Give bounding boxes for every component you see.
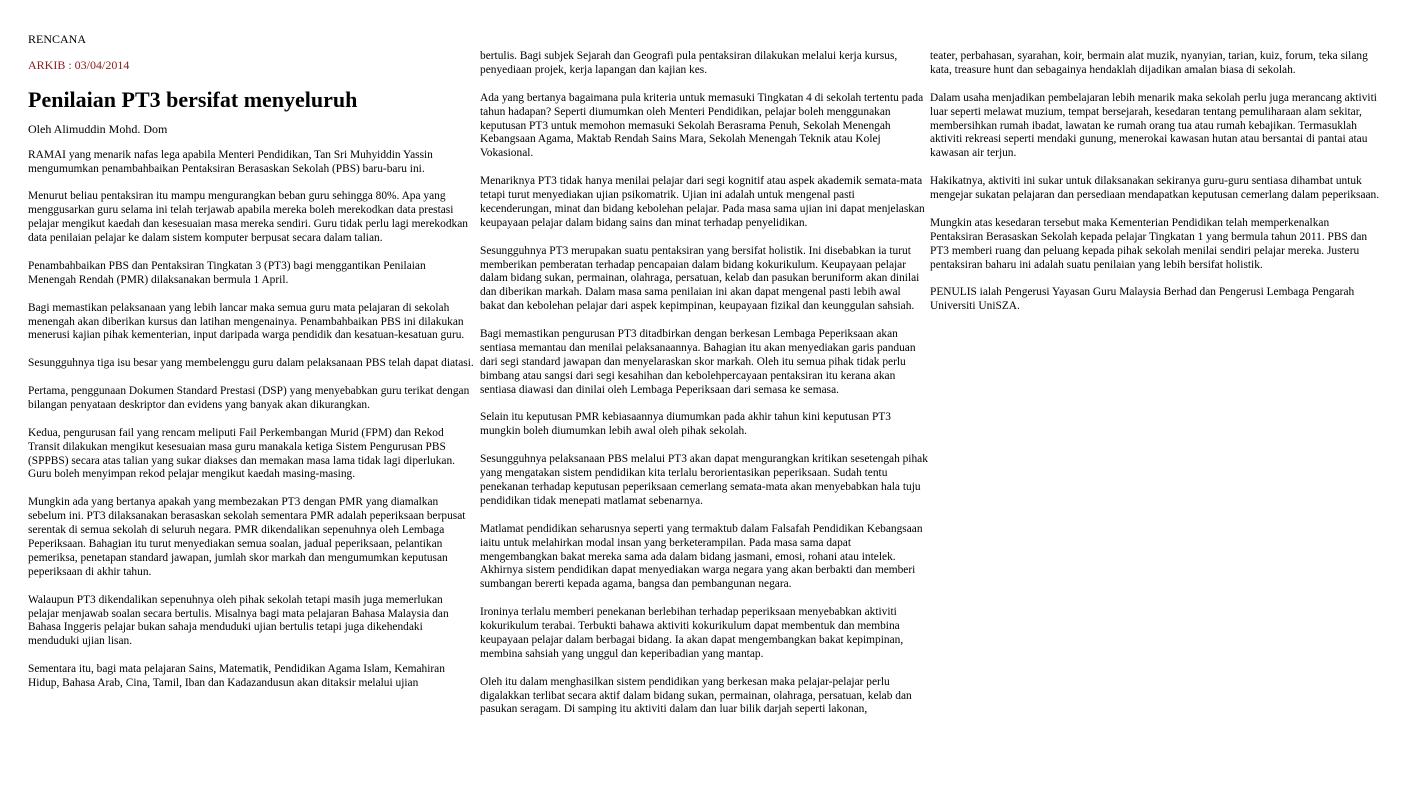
paragraph: Sesungguhnya PT3 merupakan suatu pentaksiran yang bersifat holistik. Ini disebabkan ia turut memberikan pemberatan terhadap pencapaian dalam bidang kokurikulum. Keupayaan pelajar dalam bidang sukan, permainan, olahraga, persatuan, kelab dan pasukan beruniform akan dinilai dan diberikan markah. Dalam masa sama penilaian ini akan dapat mengenal pasti lebih awal bakat dan kebolehan pelajar dari aspek kepimpinan, keupayaan fizikal dan keunggulan sahsiah. [480,244,920,313]
paragraph: Bagi memastikan pengurusan PT3 ditadbirkan dengan berkesan Lembaga Peperiksaan akan sentiasa memantau dan menilai pelaksanaannya. Bahagian itu akan menyediakan garis panduan dari segi standard jawapan dan menyelaraskan skor markah. Oleh itu semua pihak tidak perlu bimbang atau sangsi dari segi kesahihan dan kebolehpercayaan pentaksiran itu kerana akan sentiasa diawasi dan dinilai oleh Lembaga Peperiksaan dari semasa ke semasa. [480,328,916,396]
article-column-1 [28,0,476,705]
paragraph: Sementara itu, bagi mata pelajaran Sains, Matematik, Pendidikan Agama Islam, Kemahiran Hidup, Bahasa Arab, Cina, Tamil, Iban dan Kadazandusun akan ditaksir melalui ujian [28,663,445,690]
paragraph: Walaupun PT3 dikendalikan sepenuhnya oleh pihak sekolah tetapi masih juga memerlukan pelajar menjawab soalan secara bertulis. Misalnya bagi mata pelajaran Bahasa Malaysia dan Bahasa Inggeris pelajar bukan sahaja menduduki ujian bertulis tetapi juga dikehendaki menduduki ujian lisan. [28,593,449,648]
column-1-body [28,149,476,691]
article-byline: Oleh Alimuddin Mohd. Dom [28,121,168,136]
paragraph: RAMAI yang menarik nafas lega apabila Menteri Pendidikan, Tan Sri Muhyiddin Yassin mengumumkan penambahbaikan Pentaksiran Berasaskan Sekolah (PBS) baru-baru ini. [28,148,433,175]
paragraph: Oleh itu dalam menghasilkan sistem pendidikan yang berkesan maka pelajar-pelajar perlu digalakkan terlibat secara aktif dalam bidang sukan, permainan, olahraga, persatuan, kelab dan pasukan seragam. Di samping itu aktiviti dalam dan luar bilik darjah seperti lakonan, [480,675,912,716]
paragraph: Menurut beliau pentaksiran itu mampu mengurangkan beban guru sehingga 80%. Apa yang menggusarkan guru selama ini telah terjawab apabila mereka boleh merekodkan data prestasi pelajar mengikut kaedah dan kesesuaian masa mereka sendiri. Guru tidak perlu lagi merekodkan data penilaian pelajar ke dalam sistem komputer berpusat secara dalam talian. [28,190,468,245]
paragraph: bertulis. Bagi subjek Sejarah dan Geografi pula pentaksiran dilakukan melalui kerja kursus, penyediaan projek, kerja lapangan dan kajian kes. [480,50,898,76]
paragraph: Bagi memastikan pelaksanaan yang lebih lancar maka semua guru mata pelajaran di sekolah menengah akan diberikan kursus dan latihan mengenainya. Penambahbaikan PBS ini dilakukan menerusi kajian pihak kementerian, input daripada warga pendidik dan kesatuan-kesatuan guru. [28,301,465,342]
paragraph: Kedua, pengurusan fail yang rencam meliputi Fail Perkembangan Murid (FPM) dan Rekod Transit dilakukan mengikut kesesuaian masa guru manakala ketiga Sistem Pengurusan PBS (SPPBS) secara atas talian yang sukar diakses dan memakan masa lama tidak lagi diperlukan. Guru boleh menyimpan rekod pelajar mengikut kaedah masing-masing. [28,426,456,481]
section-label: RENCANA [28,32,87,46]
paragraph: Mungkin ada yang bertanya apakah yang membezakan PT3 dengan PMR yang diamalkan sebelum ini. PT3 dilaksanakan berasaskan sekolah sementara PMR adalah peperiksaan berpusat serentak di semua sekolah di seluruh negara. PMR dikendalikan sepenuhnya oleh Lembaga Peperiksaan. Bahagian itu turut menyediakan semua soalan, jadual peperiksaan, pelantikan pemeriksa, penetapan standard jawapan, jumlah skor markah dan mengumumkan keputusan peperiksaan di akhir tahun. [28,496,466,578]
paragraph: Mungkin atas kesedaran tersebut maka Kementerian Pendidikan telah memperkenalkan Pentaksiran Berasaskan Sekolah kepada pelajar Tingkatan 1 yang bermula tahun 2011. PBS dan PT3 memberi ruang dan peluang kepada pihak sekolah menilai sendiri pelajar mereka. Justeru pentaksiran baharu ini adalah suatu penilaian yang lebih bersifat holistik. [930,216,1368,271]
paragraph: Ada yang bertanya bagaimana pula kriteria untuk memasuki Tingkatan 4 di sekolah tertentu pada tahun hadapan? Seperti diumumkan oleh Menteri Pendidikan, pelajar boleh menggunakan keputusan PT3 untuk memohon memasuki Sekolah Berasrama Penuh, Sekolah Menengah Kebangsaan Agama, Maktab Rendah Sains Mara, Sekolah Menengah Teknik atau Kolej Vokasional. [480,91,924,160]
paragraph: Pertama, penggunaan Dokumen Standard Prestasi (DSP) yang menyebabkan guru terikat dengan bilangan penyataan deskriptor dan evidens yang banyak akan dikurangkan. [28,385,470,411]
paragraph: Sesungguhnya pelaksanaan PBS melalui PT3 akan dapat mengurangkan kritikan sesetengah pihak yang mengatakan sistem pendidikan kita terlalu berorientasikan peperiksaan. Sudah tentu penekanan terhadap keputusan peperiksaan cemerlang semata-mata akan menyebabkan hala tuju pendidikan tidak menepati matlamat sebenarnya. [480,453,928,507]
paragraph: teater, perbahasan, syarahan, koir, bermain alat muzik, nyanyian, tarian, kuiz, forum, teka silang kata, treasure hunt dan sebagainya hendaklah dijadikan amalan biasa di sekolah. [930,50,1368,76]
paragraph: Matlamat pendidikan seharusnya seperti yang termaktub dalam Falsafah Pendidikan Kebangsaan iaitu untuk melahirkan modal insan yang berketerampilan. Pada masa sama dapat mengembangkan bakat mereka sama ada dalam bidang jasmani, emosi, rohani atau intelek. Akhirnya sistem pendidikan dapat menyediakan warga negara yang akan berbakti dan memberi sumbangan bererti kepada agama, bangsa dan pembangunan negara. [480,522,923,591]
paragraph: Selain itu keputusan PMR kebiasaannya diumumkan pada akhir tahun kini keputusan PT3 mungkin boleh diumumkan lebih awal oleh pihak sekolah. [480,411,891,438]
article-title: Penilaian PT3 bersifat menyeluruh [28,86,358,112]
paragraph: Penambahbaikan PBS dan Pentaksiran Tingkatan 3 (PT3) bagi menggantikan Penilaian Menengah Rendah (PMR) dilaksanakan bermula 1 April. [28,259,426,286]
archive-date: ARKIB : 03/04/2014 [28,57,130,72]
paragraph: Hakikatnya, aktiviti ini sukar untuk dilaksanakan sekiranya guru-guru sentiasa dihambat untuk mengejar sukatan pelajaran dan persediaan mendapatkan keputusan cemerlang dalam peperiksaan. [930,175,1380,202]
paragraph: Ironinya terlalu memberi penekanan berlebihan terhadap peperiksaan menyebabkan aktiviti kokurikulum terabai. Terbukti bahawa aktiviti kokurikulum dapat membentuk dan membina keupayaan pelajar dalam berbagai bidang. Ia akan dapat mengembangkan bakat kepimpinan, membina sahsiah yang unggul dan keperibadian yang mantap. [480,606,904,660]
article-column-2 [480,50,928,731]
paragraph: Dalam usaha menjadikan pembelajaran lebih menarik maka sekolah perlu juga merancang aktiviti luar seperti melawat muzium, tempat bersejarah, kesedaran tentang pemuliharaan alam sekitar, membersihkan rumah ibadat, lawatan ke rumah orang tua atau rumah kebajikan. Termasuklah aktiviti rekreasi seperti mendaki gunung, menerokai kawasan hutan atau bersantai di pantai atau kawasan air terjun. [930,91,1377,160]
article-column-3 [930,50,1380,328]
author-note: PENULIS ialah Pengerusi Yayasan Guru Malaysia Berhad dan Pengerusi Lembaga Pengarah Universiti UniSZA. [930,286,1355,313]
paragraph: Menariknya PT3 tidak hanya menilai pelajar dari segi kognitif atau aspek akademik semata-mata tetapi turut menyediakan ujian psikomatrik. Ujian ini adalah untuk mengenal pasti kecenderungan, minat dan bidang kebolehan pelajar. Pada masa sama ujian ini dapat menjelaskan keupayaan pelajar dalam bidang sains dan minat terhadap penyelidikan. [480,175,925,229]
paragraph: Sesungguhnya tiga isu besar yang membelenggu guru dalam pelaksanaan PBS telah dapat diatasi. [28,357,474,370]
